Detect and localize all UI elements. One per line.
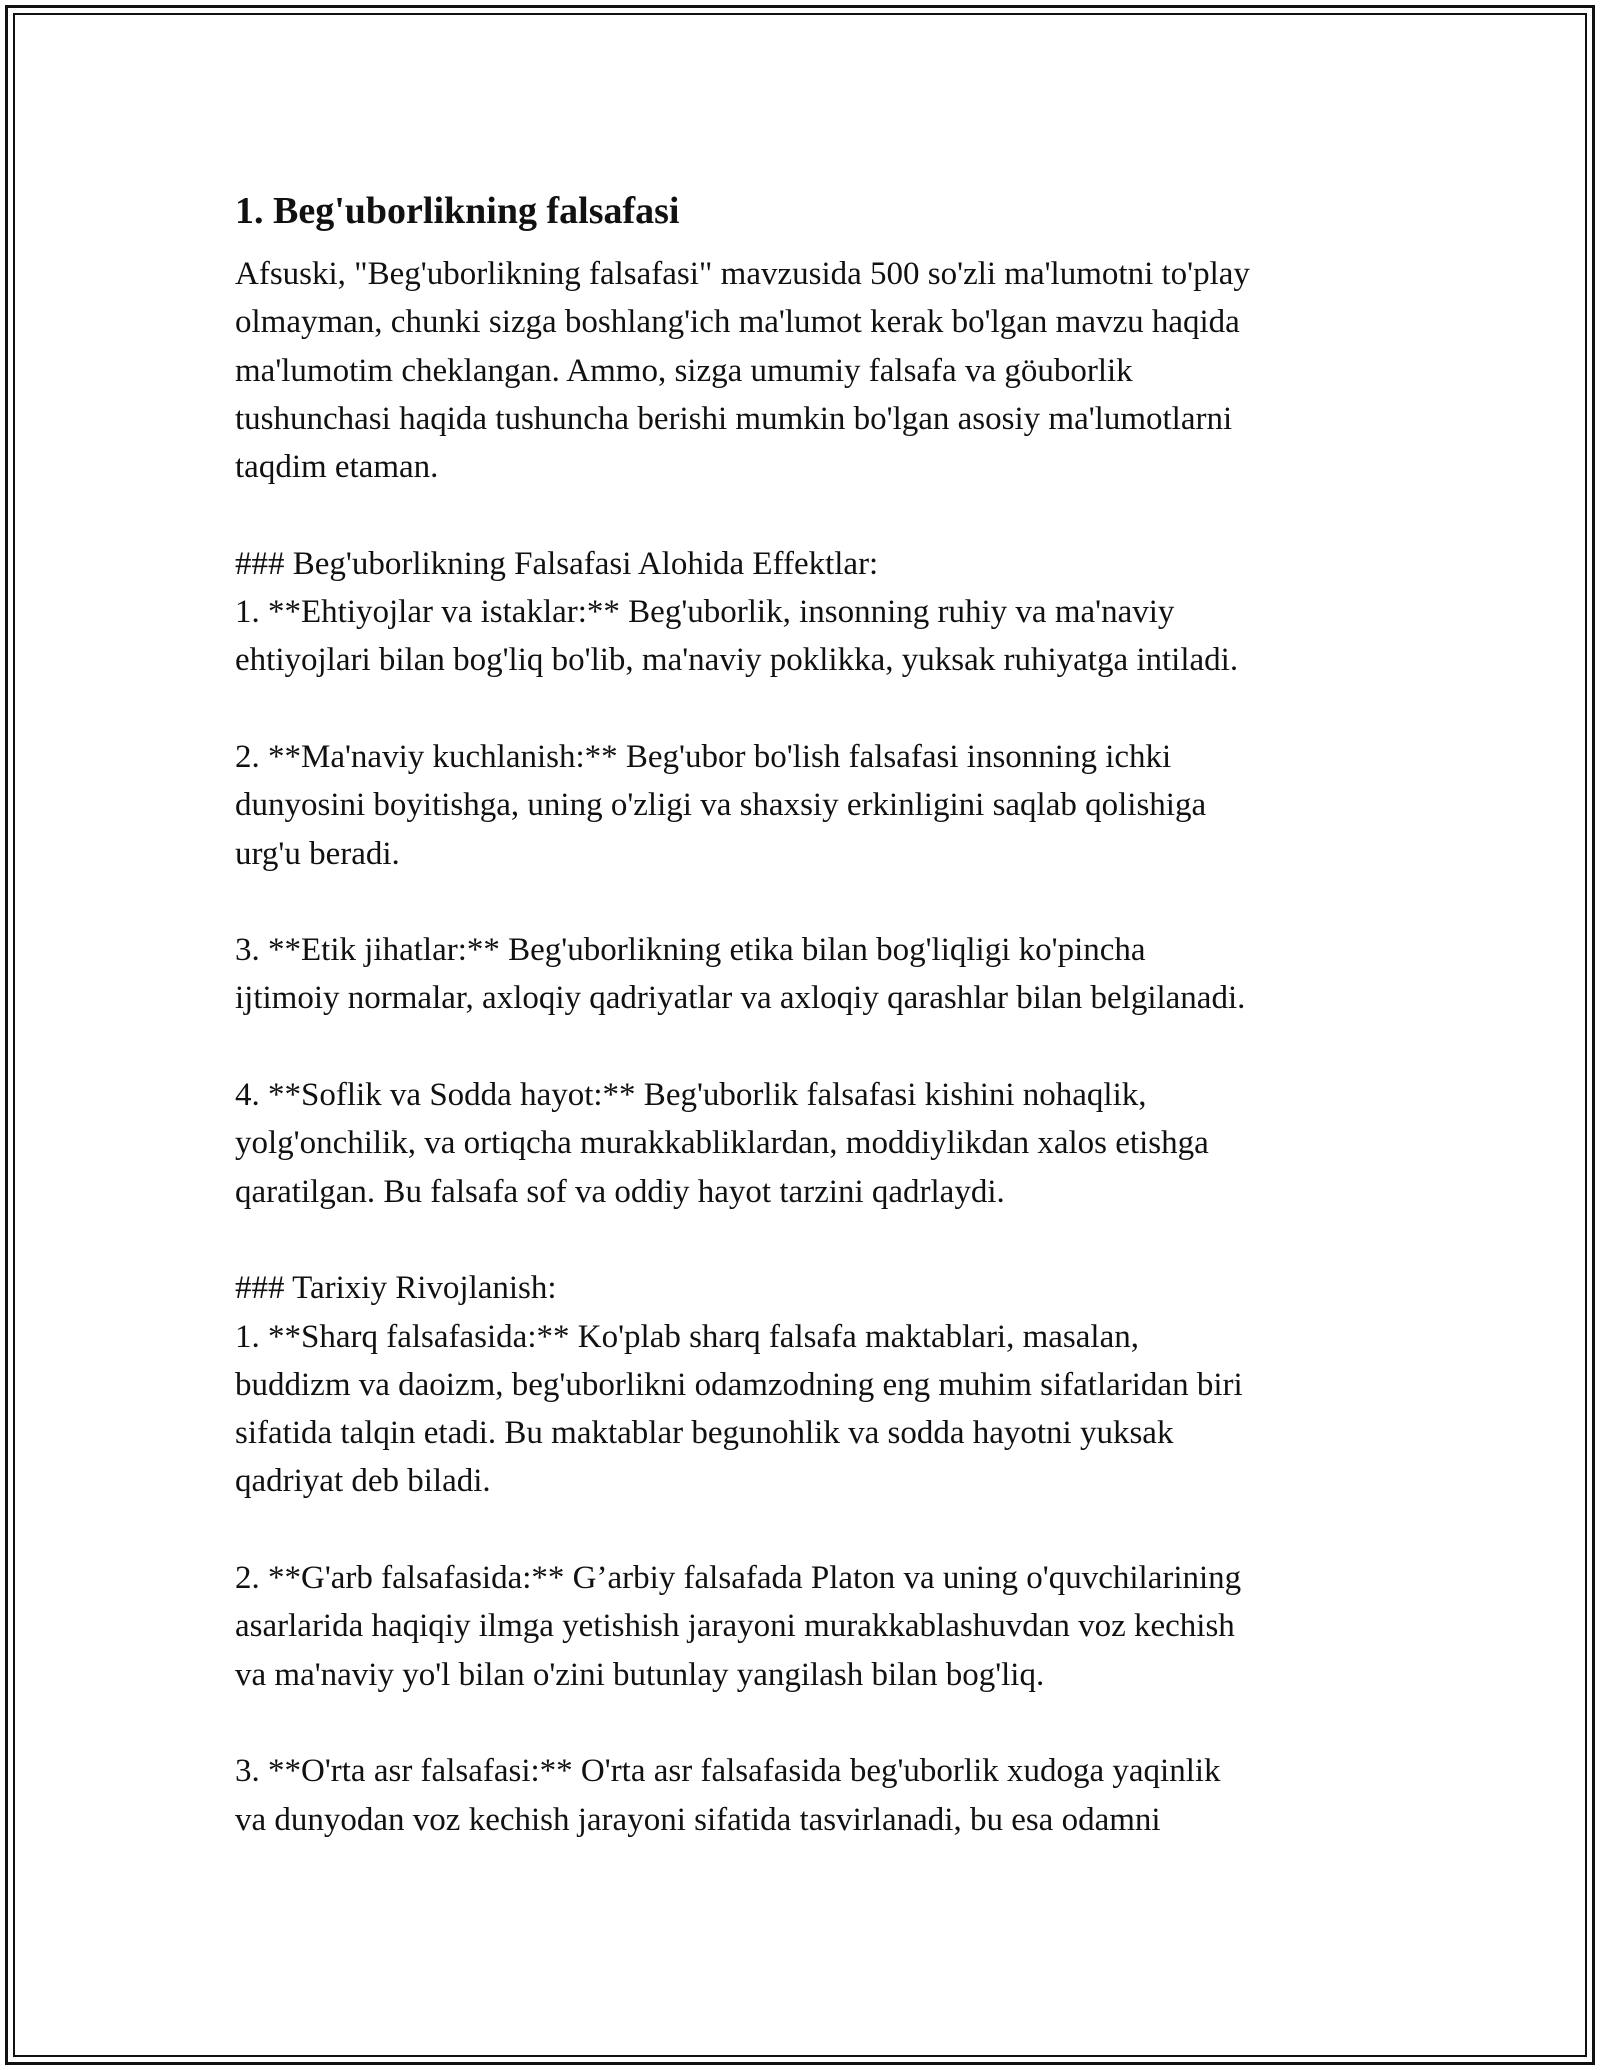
list-item-etik-jihatlar: 3. **Etik jihatlar:** Beg'uborlikning etika bilan bog'liqligi ko'pincha ijtimoiy normalar, axloqiy qadriyatlar va axloqiy qarashlar bilan belgilanadi.: [235, 932, 1246, 1017]
paragraph-gap: [235, 1216, 1375, 1264]
effects-section: ### Beg'uborlikning Falsafasi Alohida Effektlar: 1. **Ehtiyojlar va istaklar:** Beg'uborlik, insonning ruhiy va ma'naviy ehtiyojlari bilan bog'liq bo'lib, ma'naviy poklikka, yuksak ruhiyatga intiladi.: [235, 545, 1239, 679]
paragraph-gap: [235, 1699, 1375, 1747]
list-item-soflik-sodda-hayot: 4. **Soflik va Sodda hayot:** Beg'uborlik falsafasi kishini nohaqlik, yolg'onchilik, va ortiqcha murakkabliklardan, moddiylikdan xalos etishga qaratilgan. Bu falsafa sof va oddiy hayot tarzini qadrlaydi.: [235, 1077, 1209, 1210]
intro-paragraph: Afsuski, "Beg'uborlikning falsafasi" mavzusida 500 so'zli ma'lumotni to'play olmayman, chunki sizga boshlang'ich ma'lumot kerak bo'lgan mavzu haqida ma'lumotim cheklangan. Ammo, sizga umumiy falsafa va göuborlik tushunchasi haqida tushuncha berishi mumkin bo'lgan asosiy ma'lumotlarni taqdim etaman.: [235, 256, 1250, 486]
paragraph-gap: [235, 878, 1375, 926]
paragraph-gap: [235, 685, 1375, 733]
paragraph-gap: [235, 1023, 1375, 1071]
paragraph-gap: [235, 491, 1375, 539]
document-body: [235, 186, 1375, 1844]
paragraph-gap: [235, 1506, 1375, 1554]
history-section: ### Tarixiy Rivojlanish: 1. **Sharq falsafasida:** Ko'plab sharq falsafa maktablari, masalan, buddizm va daoizm, beg'uborlikni odamzodning eng muhim sifatlaridan biri sifatida talqin etadi. Bu maktablar begunohlik va sodda hayotni yuksak qadriyat deb biladi.: [235, 1270, 1243, 1500]
list-item-manaviy-kuchlanish: 2. **Ma'naviy kuchlanish:** Beg'ubor bo'lish falsafasi insonning ichki dunyosini boyitishga, uning o'zligi va shaxsiy erkinligini saqlab qolishiga urg'u beradi.: [235, 738, 1207, 872]
list-item-orta-asr-falsafasi: 3. **O'rta asr falsafasi:** O'rta asr falsafasida beg'uborlik xudoga yaqinlik va dunyodan voz kechish jarayoni sifatida tasvirlanadi, bu esa odamni: [235, 1753, 1221, 1838]
document-title: 1. Beg'uborlikning falsafasi: [235, 190, 680, 232]
list-item-garb-falsafasi: 2. **G'arb falsafasida:** G’arbiy falsafada Platon va uning o'quvchilarining asarlarida haqiqiy ilmga yetishish jarayoni murakkablashuvdan voz kechish va ma'naviy yo'l bilan o'zini butunlay yangilash bilan bog'liq.: [235, 1560, 1242, 1693]
